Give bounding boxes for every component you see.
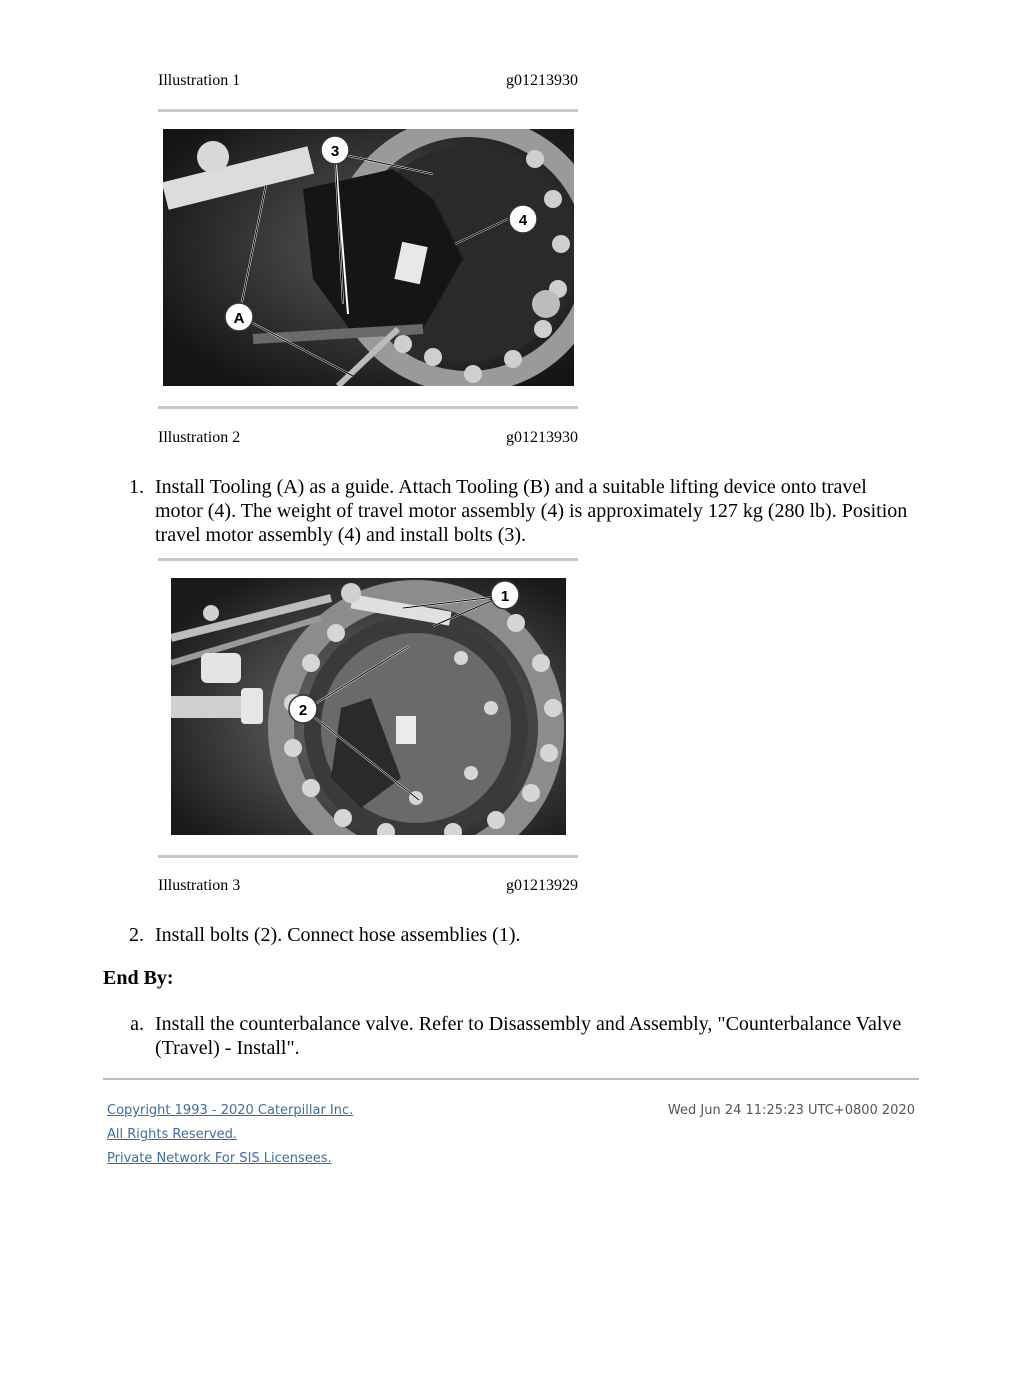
footer-divider xyxy=(103,1078,919,1080)
footer-network xyxy=(107,1151,332,1166)
callout-3-label: 3 xyxy=(330,143,340,160)
callout-2 xyxy=(289,695,317,723)
callout-2-label: 2 xyxy=(298,702,308,719)
step-1 xyxy=(120,475,920,551)
callout-a xyxy=(225,303,253,331)
footer-copyright xyxy=(107,1103,353,1118)
item-text: Install the counterbalance valve. Refer to Disassembly and Assembly, "Counterbalance Valve (Travel) - Install". xyxy=(155,1013,902,1059)
callout-4-label: 4 xyxy=(518,212,528,229)
callout-1-label: 1 xyxy=(500,588,510,605)
figure-code: g01213930 xyxy=(506,72,578,89)
callout-4 xyxy=(509,205,537,233)
end-by-item-a xyxy=(120,1012,920,1062)
step-number: 2. xyxy=(129,924,144,946)
footer-rights xyxy=(107,1127,237,1142)
step-text: Install bolts (2). Connect hose assemblies (1). xyxy=(155,924,521,946)
divider xyxy=(158,855,578,858)
divider xyxy=(158,558,578,561)
step-2 xyxy=(120,923,920,949)
network-link[interactable]: Private Network For SIS Licensees. xyxy=(107,1151,332,1166)
footer-timestamp: Wed Jun 24 11:25:23 UTC+0800 2020 xyxy=(667,1103,915,1118)
item-letter: a. xyxy=(130,1013,144,1035)
step-text: Install Tooling (A) as a guide. Attach Tooling (B) and a suitable lifting device onto travel motor (4). The weight of travel motor assembly (4) is approximately 127 kg (280 lb). Position travel motor assembly (4) and install bolts (3). xyxy=(155,476,908,546)
callout-a-label: A xyxy=(233,310,245,327)
callout-1 xyxy=(491,581,519,609)
copyright-link[interactable]: Copyright 1993 - 2020 Caterpillar Inc. xyxy=(107,1103,354,1118)
divider xyxy=(158,109,578,112)
figure-caption: Illustration 2 xyxy=(158,429,241,446)
end-by-heading: End By: xyxy=(103,967,174,989)
step-number: 1. xyxy=(129,476,144,498)
rights-link[interactable]: All Rights Reserved. xyxy=(107,1127,238,1142)
travel-motor-photo xyxy=(163,129,574,386)
photo-drawing xyxy=(171,578,566,835)
figure-caption: Illustration 1 xyxy=(158,72,241,89)
figure-code: g01213929 xyxy=(506,877,578,894)
figure-caption: Illustration 3 xyxy=(158,877,241,894)
hose-assemblies-photo xyxy=(171,578,566,835)
figure-code: g01213930 xyxy=(506,429,578,446)
photo-drawing xyxy=(163,129,574,386)
divider xyxy=(158,406,578,409)
callout-3 xyxy=(321,136,349,164)
